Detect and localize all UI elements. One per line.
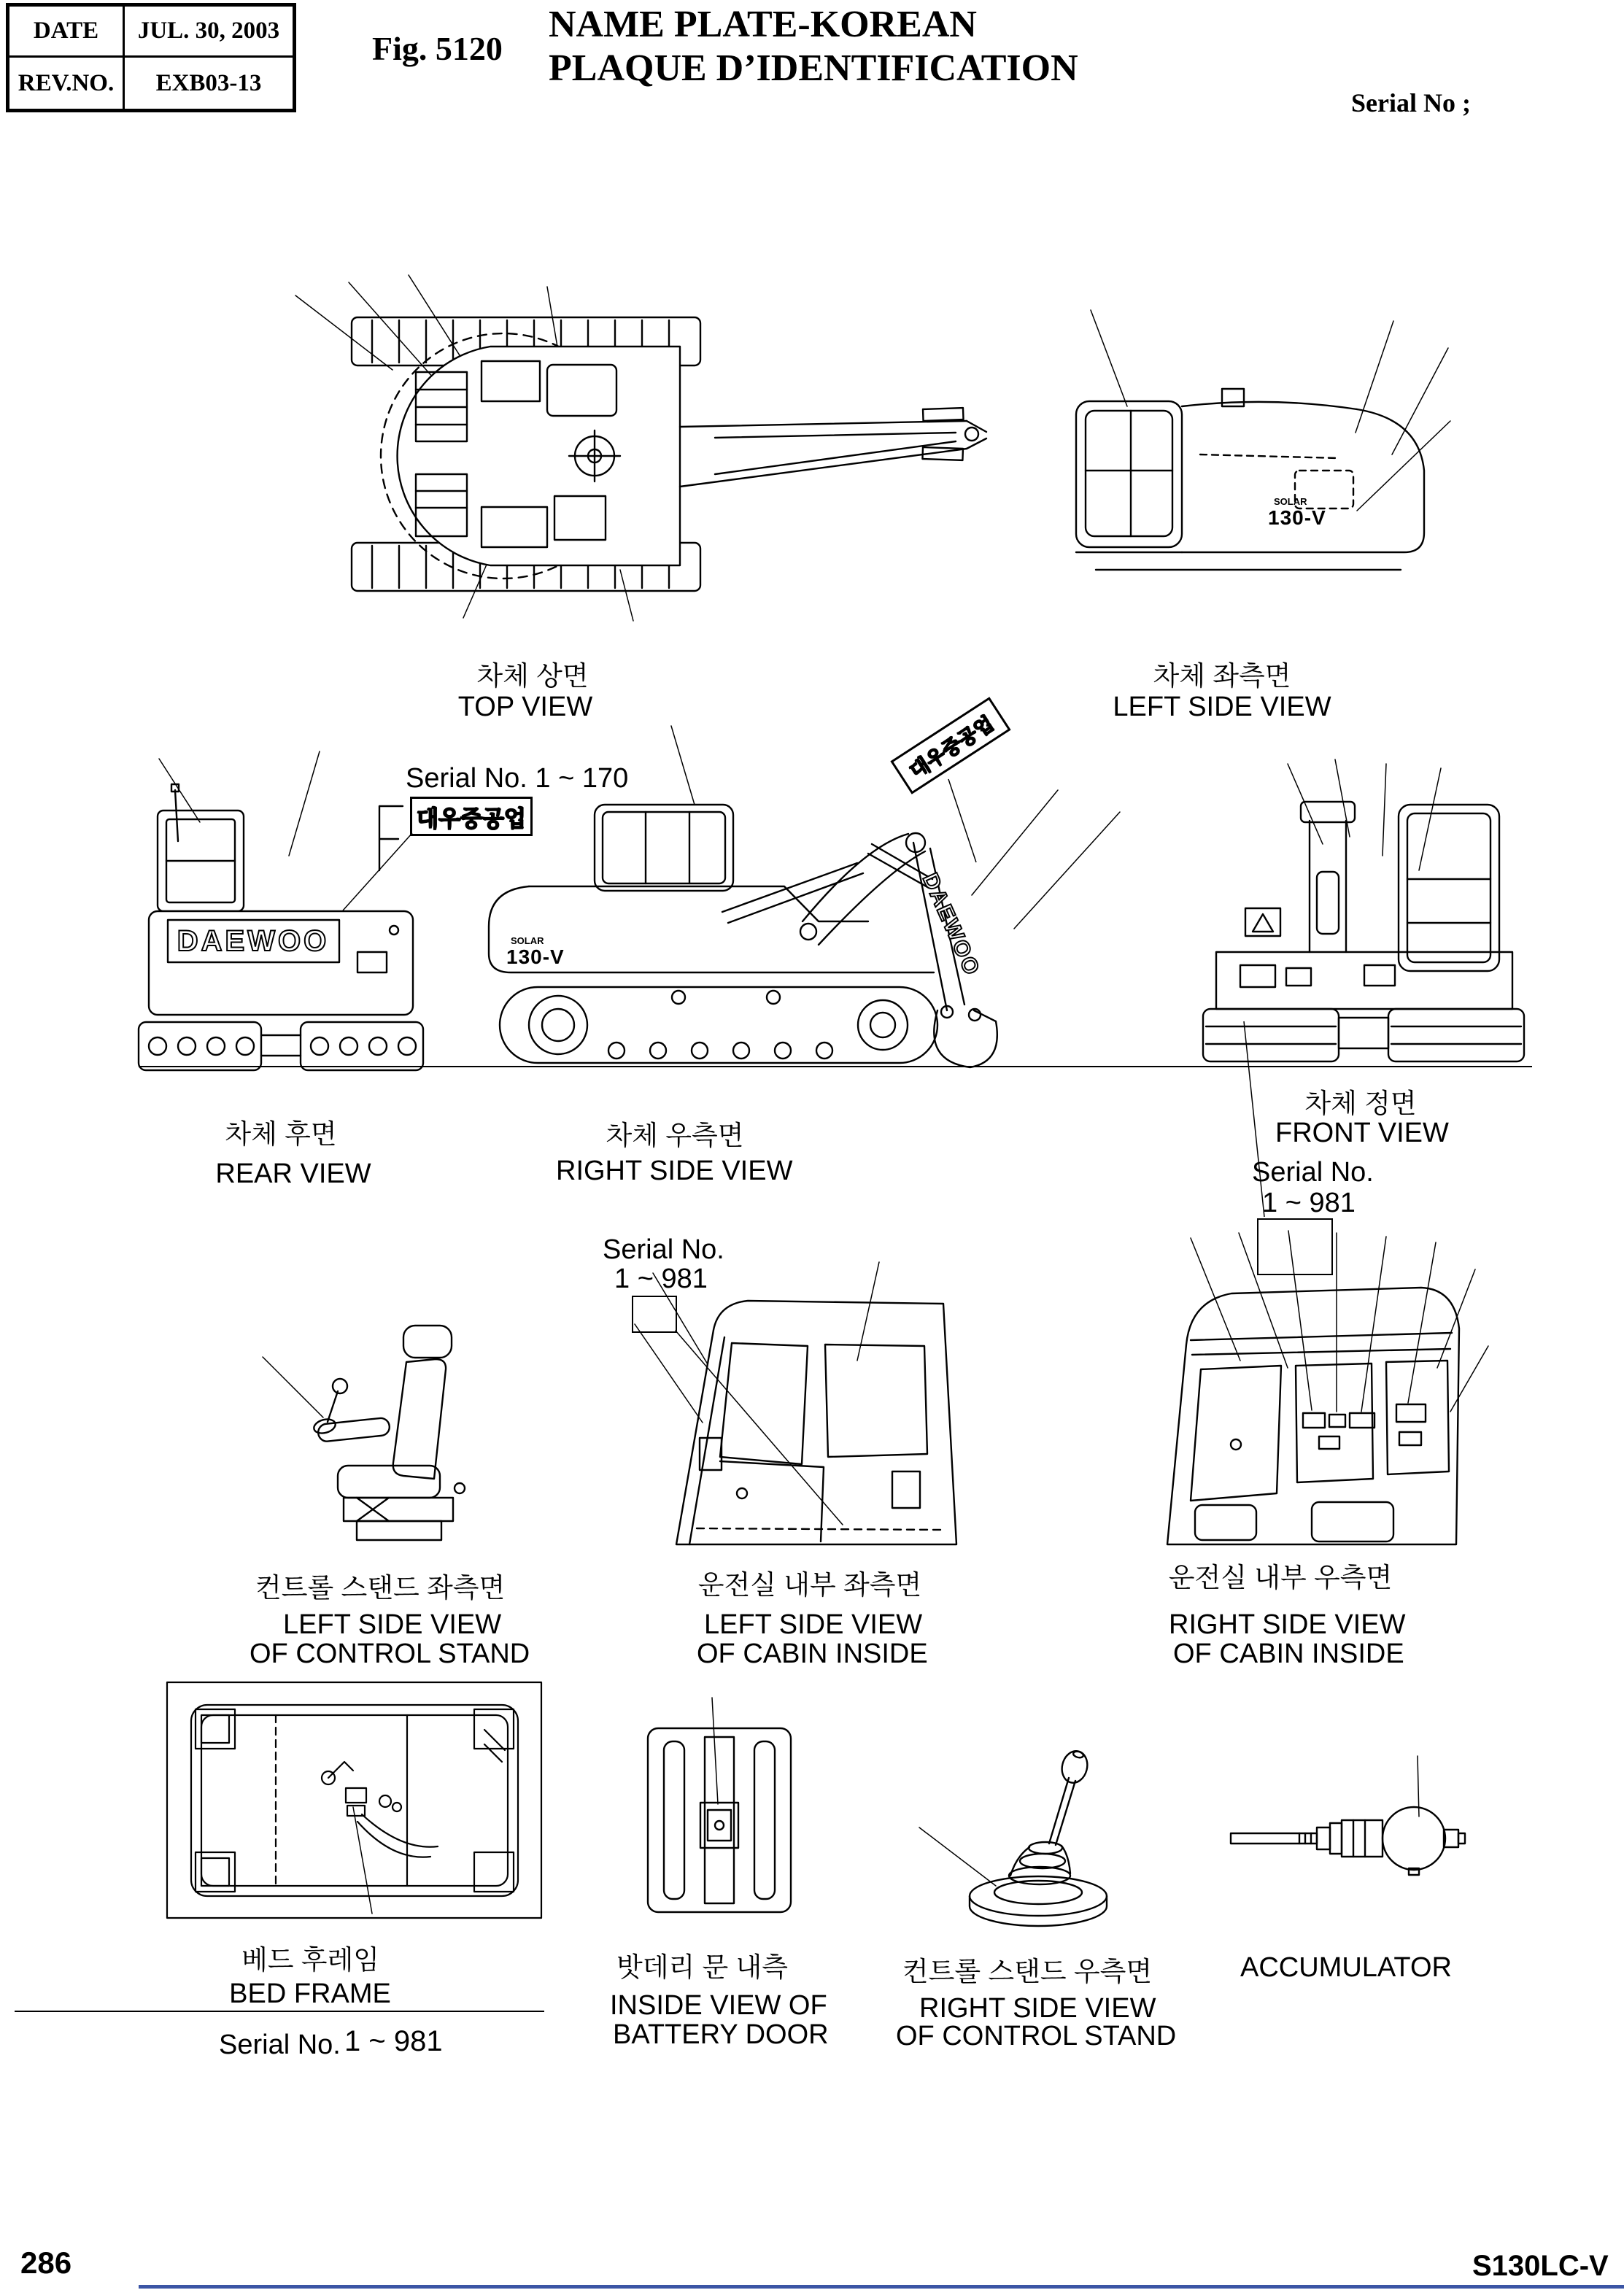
footer-rule [139,2285,1624,2289]
front-view-drawing [1200,777,1528,1069]
lever-valve-cluster [322,1762,438,1857]
footer-page-number: 286 [20,2245,72,2280]
front-view-label-ko: 차체 정면 [1304,1088,1417,1118]
revno-value-cell: EXB03-13 [155,69,262,96]
bed-frame-separator-line [15,2011,544,2012]
battery-door-drawing [633,1718,805,1926]
track-left-end [139,1022,261,1070]
front-view-label-en: FRONT VIEW [1275,1118,1449,1148]
serial-range-cabin: 1 ~ 981 [614,1264,708,1294]
bed-frame-drawing [166,1682,542,1919]
boom-korean-plate-text: 대우중공업 [905,712,998,783]
cabin-right-label-ko: 운전실 내부 우측면 [1168,1563,1393,1593]
control-stand-right-label-en2: OF CONTROL STAND [896,2021,1177,2051]
track-right-end [301,1022,423,1070]
seat-base [344,1498,453,1521]
control-stand-left-label-ko: 컨트롤 스탠드 좌측면 [255,1573,506,1603]
left-side-view-drawing [1051,361,1434,587]
control-stand-left-drawing [295,1317,496,1550]
bed-frame-label-en: BED FRAME [229,1978,391,2009]
serial-range-top: Serial No. 1 ~ 170 [406,763,629,794]
cab-side [595,805,733,891]
lever [1049,1749,1091,1845]
cabin-right-label-en1: RIGHT SIDE VIEW [1169,1609,1406,1640]
rear-view-label-en: REAR VIEW [215,1158,371,1189]
left-side-view-label-en: LEFT SIDE VIEW [1113,692,1331,722]
control-stand-left-label-en1: LEFT SIDE VIEW [283,1609,502,1640]
joystick-lever [312,1379,347,1436]
rod [1231,1833,1317,1844]
figure-title-en: NAME PLATE-KOREAN [549,4,977,45]
bed-frame-label-ko: 베드 후레임 [241,1945,379,1975]
corner-pads [196,1709,514,1892]
boom-plan [680,408,986,487]
rear-view-label-ko: 차체 후면 [225,1119,337,1149]
battery-door-label-ko: 밧데리 문 내측 [616,1952,789,1982]
figure-title-fr: PLAQUE D’IDENTIFICATION [549,47,1078,89]
roof-line [1182,402,1357,409]
control-stand-right-label-en1: RIGHT SIDE VIEW [919,1993,1156,2024]
model-decal-brand-right: SOLAR [511,935,544,946]
control-stand-left-label-en2: OF CONTROL STAND [250,1639,530,1669]
cab-front [1399,805,1499,971]
switch-plates [1303,1404,1426,1449]
track-side [500,987,937,1063]
cabin-inside-left-drawing [638,1273,978,1550]
figure-number: Fig. 5120 [372,30,503,67]
top-view-drawing [306,317,989,591]
serial-range-bed: 1 ~ 981 [344,2025,443,2057]
boom-base-front [1301,802,1355,952]
right-side-view-drawing [460,770,1182,1076]
top-view-label-en: TOP VIEW [457,692,593,722]
cab [1076,401,1182,547]
serial-range-front: 1 ~ 981 [1262,1188,1356,1218]
right-side-view-label-en: RIGHT SIDE VIEW [556,1156,793,1186]
cabin-left-label-ko: 운전실 내부 좌측면 [697,1570,922,1600]
model-decal-brand-left: SOLAR [1274,496,1307,507]
seat-cushion [338,1466,440,1498]
left-side-view-label-ko: 차체 좌측면 [1153,661,1291,691]
battery-door-label-en1: INSIDE VIEW OF [610,1990,827,2021]
date-value-cell: JUL. 30, 2003 [137,18,280,44]
rear-window [825,1345,927,1457]
cabin-inside-right-drawing [1145,1258,1481,1550]
upper-structure [398,347,680,565]
tracks-front [1203,1009,1524,1061]
footer-model-code: S130LC-V [1472,2250,1609,2282]
base-plate [970,1876,1107,1916]
serial-label-front: Serial No. [1252,1157,1374,1188]
control-stand-right-label-ko: 컨트롤 스탠드 우측면 [902,1957,1153,1987]
left-opening [1191,1366,1281,1501]
accumulator-bottle [1383,1807,1445,1870]
valve-body [1342,1820,1383,1857]
model-decal-left: 130-V [1268,506,1326,529]
daewoo-korean-plate-text: 대우중공업 [417,805,526,832]
headrest [403,1326,452,1358]
handrail [379,806,403,870]
daewoo-logo-rear: DAEWOO [177,925,330,957]
cabin-right-label-en2: OF CABIN INSIDE [1173,1639,1404,1669]
center-opening [1296,1363,1373,1482]
cabin-left-label-en2: OF CABIN INSIDE [697,1639,928,1669]
right-side-view-label-ko: 차체 우측면 [606,1121,744,1150]
date-label-cell: DATE [9,7,125,55]
backrest [393,1359,446,1479]
top-view-label-ko: 차체 상면 [476,661,589,691]
accumulator-drawing [1229,1791,1466,1889]
battery-door-label-en2: BATTERY DOOR [613,2019,829,2050]
antenna [175,790,178,841]
control-stand-right-drawing [945,1733,1131,1926]
bed-outer [191,1705,518,1896]
revno-label-cell: REV.NO. [9,58,125,109]
model-decal-right: 130-V [506,945,565,968]
front-window [720,1343,808,1464]
serial-label-cabin: Serial No. [603,1234,724,1265]
accumulator-label: ACCUMULATOR [1240,1952,1452,1983]
serial-heading: Serial No ; [1351,88,1471,117]
figure-frame [167,1682,541,1918]
cabin-left-label-en1: LEFT SIDE VIEW [704,1609,923,1640]
cabin-right-leader-lines [1191,1231,1488,1412]
boom-daewoo-decal: DAEWOO [917,870,985,980]
serial-label-bed: Serial No. [219,2030,341,2060]
